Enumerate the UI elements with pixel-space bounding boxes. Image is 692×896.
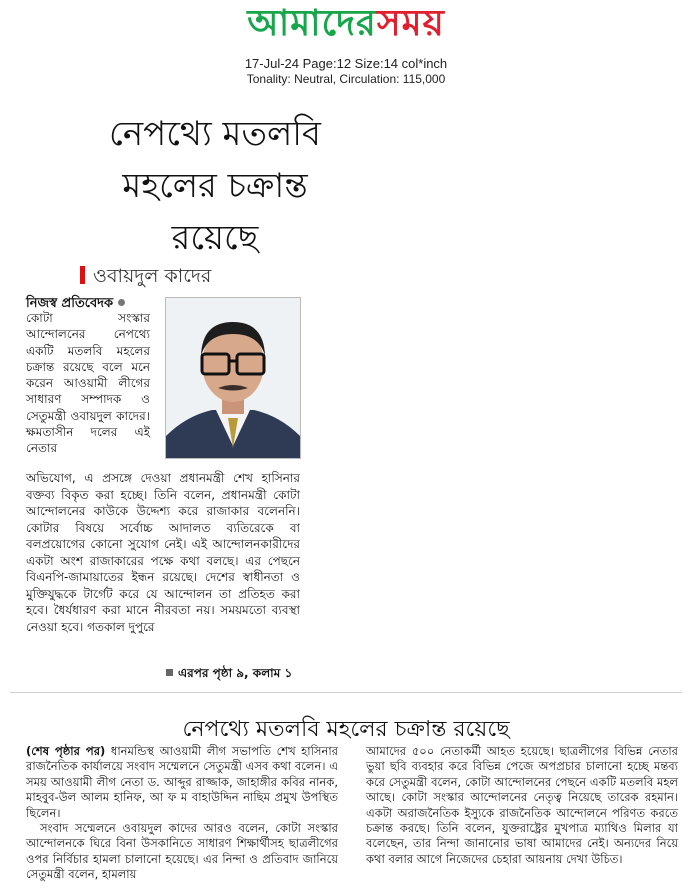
- section-divider: [10, 692, 682, 693]
- lead-label: (শেষ পৃষ্ঠার পর): [26, 744, 106, 758]
- bullet-dot-icon: [118, 299, 125, 306]
- newspaper-logo: [0, 2, 692, 46]
- clipping-meta-date: 17-Jul-24 Page:12 Size:14 col*inch: [244, 56, 448, 71]
- reporter-label: নিজস্ব প্রতিবেদক: [26, 296, 114, 311]
- clipping-meta-tonality: Tonality: Neutral, Circulation: 115,000: [246, 72, 446, 86]
- continued-notice: [166, 665, 292, 685]
- continuation-paragraph-2: সংবাদ সম্মেলনে ওবায়দুল কাদের আরও বলেন, কোটা সংস্কার আন্দোলনকে ঘিরে বিনা উসকানিতে সাধারণ শিক্ষার্থীসহ ছাত্রলীগের ওপর নির্বিচার হামলা চালানো হয়েছে। এর নিন্দা ও প্রতিবাদ জানিয়ে সেতুমন্ত্রী বলেন, হামলায়: [26, 821, 338, 882]
- continued-label: এরপর পৃষ্ঠা ৯, কলাম ১: [178, 666, 293, 680]
- byline-bar: [80, 266, 85, 284]
- paragraph-text: ধানমন্ডিস্থ আওয়ামী লীগ সভাপতি শেখ হাসিনার রাজনৈতিক কার্যালয়ে সংবাদ সম্মেলনে সেতুমন্ত্রী এসব কথা বলেন। এ সময় আওয়ামী লীগ নেতা ড. আব্দুর রাজ্জাক, জাহাঙ্গীর কবির নানক, মাহবুব-উল আলম হানিফ, আ ফ ম বাহাউদ্দিন নাছিম প্রমুখ উপস্থিত ছিলেন।: [26, 744, 339, 820]
- headline-line-1: নেপথ্যে মতলবি: [109, 114, 321, 154]
- continuation-column-2: [366, 744, 678, 867]
- continuation-headline: নেপথ্যে মতলবি মহলের চক্রান্ত রয়েছে: [182, 717, 510, 742]
- continuation-paragraph-3: আমাদের ৫০০ নেতাকর্মী আহত হয়েছে। ছাত্রলীগের বিভিন্ন নেতার ভুয়া ছবি ব্যবহার করে বিভিন্ন পেজে অপপ্রচার চালানো হচ্ছে মন্তব্য করে সেতুমন্ত্রী বলেন, কোটা আন্দোলনের পেছনে একটি মতলবি মহল আছে। কোটা সংস্কার আন্দোলনের নেতৃত্ব নিয়েছে তারেক রহমান। একটা অরাজনৈতিক ইস্যুকে রাজনৈতিক আন্দোলনে পরিণত করতে চক্রান্ত করছে। তিনি বলেন, যুক্তরাষ্ট্রের মুখপাত্র ম্যাথিও মিলার যা বলেছেন, তার নিন্দা জানানোর ভাষা আমাদের নেই। অন্যদের নিয়ে কথা বলার আগে নিজেদের চেহারা আয়নায় দেখা উচিত।: [366, 744, 678, 866]
- byline: [80, 262, 211, 294]
- square-bullet-icon: [166, 669, 173, 676]
- byline-name: ওবায়দুল কাদের: [93, 265, 212, 287]
- continuation-column-1: [26, 744, 338, 883]
- portrait-photo: [165, 297, 301, 459]
- continuation-paragraph-1: [26, 744, 338, 821]
- article-body-intro: কোটা সংস্কার আন্দোলনের নেপথ্যে একটি মতলবি মহলের চক্রান্ত রয়েছে বলে মনে করেন আওয়ামী লীগের সাধারণ সম্পাদক ও সেতুমন্ত্রী ওবায়দুল কাদের। ক্ষমতাসীন দলের এই নেতার: [26, 311, 150, 456]
- logo-part-green: আমাদের: [247, 3, 377, 44]
- article-headline: [30, 108, 400, 264]
- article-body: অভিযোগ, এ প্রসঙ্গে দেওয়া প্রধানমন্ত্রী শেখ হাসিনার বক্তব্য বিকৃত করা হচ্ছে। তিনি বলেন, প্রধানমন্ত্রী কোটা আন্দোলনের কাউকে উদ্দেশ্য করে রাজাকার বলেননি। কোটার বিষয়ে সর্বোচ্চ আদালত ব্যতিরেকে বা বলপ্রয়োগের কোনো সুযোগ নেই। এই আন্দোলনকারীদের একটা অংশ রাজাকারের পক্ষে কথা বলছে। এর পেছনে বিএনপি-জামায়াতের ইন্ধন রয়েছে। দেশের স্বাধীনতা ও মুক্তিযুদ্ধকে টার্গেট করে যে আন্দোলন তা প্রতিহত করা হবে। ধৈর্যধারণ করা মানে নীরবতা নয়। সময়মতো ব্যবস্থা নেওয়া হবে। গতকাল দুপুরে: [26, 471, 300, 634]
- headline-line-2: মহলের চক্রান্ত: [122, 166, 308, 206]
- logo-part-red: সময়: [376, 3, 445, 44]
- headline-line-3: রয়েছে: [171, 218, 259, 258]
- person-portrait-icon: [166, 298, 300, 458]
